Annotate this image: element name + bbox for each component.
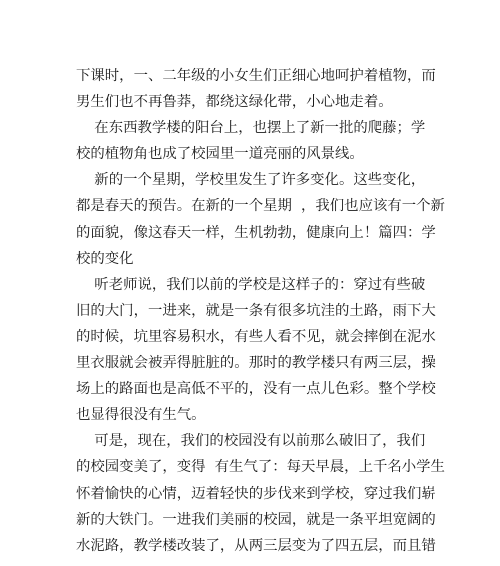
text-line: 校的变化 <box>76 250 134 267</box>
text-line: 男生们也不再鲁莽，都绕这绿化带，小心地走着。 <box>76 94 393 111</box>
text-line: 怀着愉快的心情，迈着轻快的步伐来到学校，穿过我们崭 <box>76 485 436 502</box>
body-text <box>76 63 445 559</box>
text-line: 听老师说，我们以前的学校是这样子的：穿过有些破 <box>76 276 426 293</box>
text-line: 新的一个星期，学校里发生了许多变化。这些变化， <box>76 172 426 189</box>
text-line: 里衣服就会被弄得脏脏的。那时的教学楼只有两三层，操 <box>76 355 436 372</box>
text-line: 旧的大门，一进来，就是一条有很多坑洼的土路，雨下大 <box>76 302 436 319</box>
text-line: 也显得很没有生气。 <box>76 407 206 424</box>
text-line: 校的植物角也成了校园里一道亮丽的风景线。 <box>76 146 364 163</box>
text-line: 水泥路，教学楼改装了，从两三层变为了四五层，而且错 <box>76 537 436 554</box>
text-line: 在东西教学楼的阳台上，也摆上了新一批的爬藤；学 <box>76 120 426 137</box>
text-line: 都是春天的预告。在新的一个星期 ，我们也应该有一个新 <box>76 198 445 215</box>
text-line: 的面貌，像这春天一样，生机勃勃，健康向上！篇四：学 <box>76 224 436 241</box>
text-line: 的时候，坑里容易积水，有些人看不见，就会摔倒在泥水 <box>76 328 436 345</box>
text-line: 的校园变美了，变得 有生气了：每天早晨，上千名小学生 <box>76 459 445 476</box>
text-line: 新的大铁门。一进我们美丽的校园，就是一条平坦宽阔的 <box>76 511 436 528</box>
text-line: 下课时，一、二年级的小女生们正细心地呵护着植物，而 <box>76 68 436 84</box>
text-line: 可是，现在，我们的校园没有以前那么破旧了，我们 <box>76 433 426 450</box>
text-line: 场上的路面也是高低不平的，没有一点儿色彩。整个学校 <box>76 381 436 398</box>
